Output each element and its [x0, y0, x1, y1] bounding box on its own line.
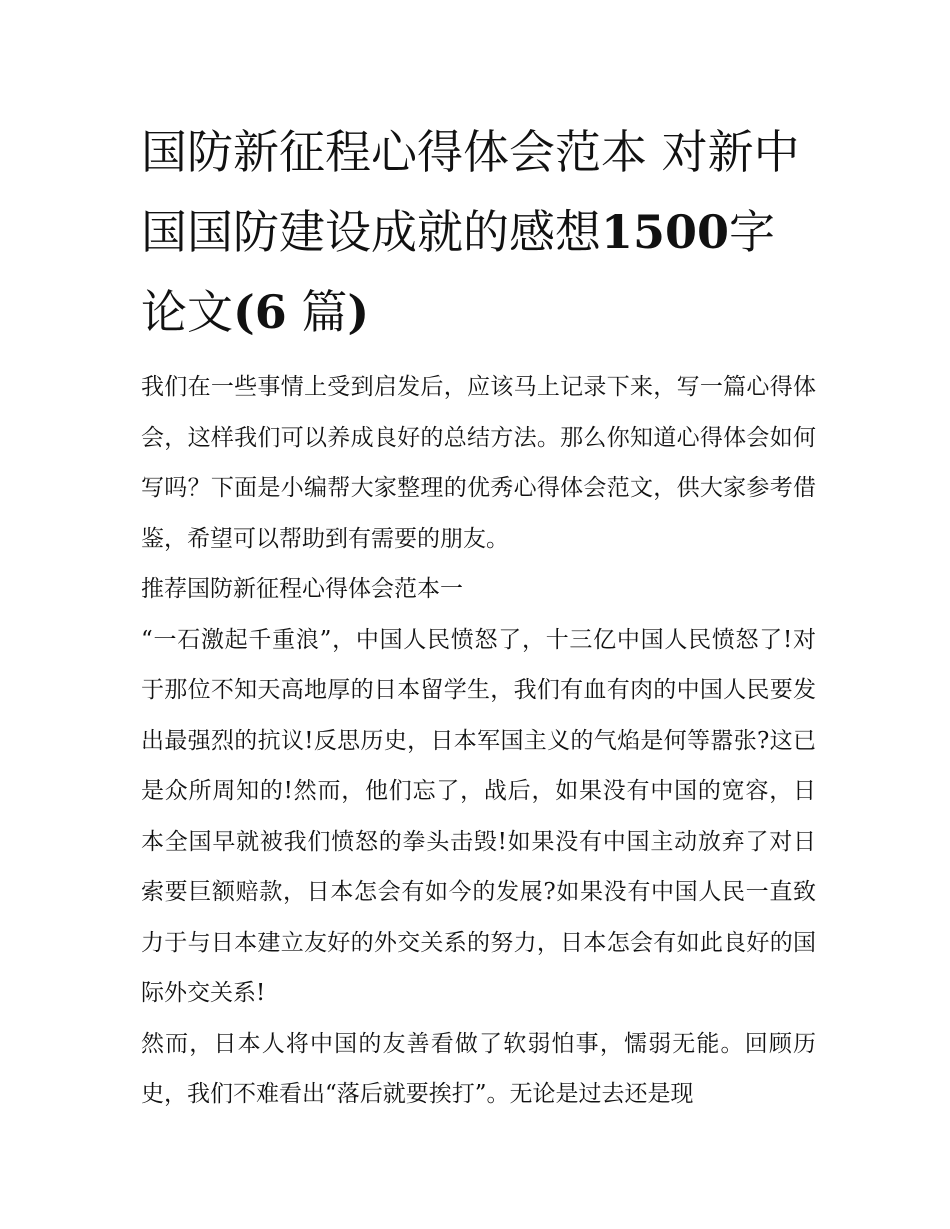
section-heading: 推荐国防新征程心得体会范本一: [141, 576, 463, 602]
body-paragraph: 然而，日本人将中国的友善看做了软弱怕事，懦弱无能。回顾历史，我们不难看出“落后就要挨打”。无论是过去还是现: [141, 1030, 816, 1107]
title-text-3: 篇: [286, 285, 348, 339]
title-number-1500: 1500: [601, 205, 730, 259]
intro-paragraph: 我们在一些事情上受到启发后，应该马上记录下来，写一篇心得体会，这样我们可以养成良好的总结方法。那么你知道心得体会如何写吗？下面是小编帮大家整理的优秀心得体会范文，供大家参考借鉴，希望可以帮助到有需要的朋友。: [141, 374, 816, 552]
body-paragraph: “一石激起千重浪”，中国人民愤怒了，十三亿中国人民愤怒了!对于那位不知天高地厚的日本留学生，我们有血有肉的中国人民要发出最强烈的抗议!反思历史，日本军国主义的气焰是何等嚣张?这已是众所周知的!然而，他们忘了，战后，如果没有中国的宽容，日本全国早就被我们愤怒的拳头击毁!如果没有中国主动放弃了对日索要巨额赔款，日本怎会有如今的发展?如果没有中国人民一直致力于与日本建立友好的外交关系的努力，日本怎会有如此良好的国际外交关系!: [141, 626, 816, 1006]
title-text-1: 国防新征程心得体会范本 对新中国国防建设成就的感想: [141, 125, 800, 259]
document-content: [141, 112, 816, 1120]
title-number-6: (6: [233, 285, 287, 339]
title-text-2: 字论文: [141, 205, 776, 339]
document-title: [141, 112, 816, 352]
document-body: [141, 362, 816, 1120]
title-close-paren: ): [347, 285, 370, 339]
